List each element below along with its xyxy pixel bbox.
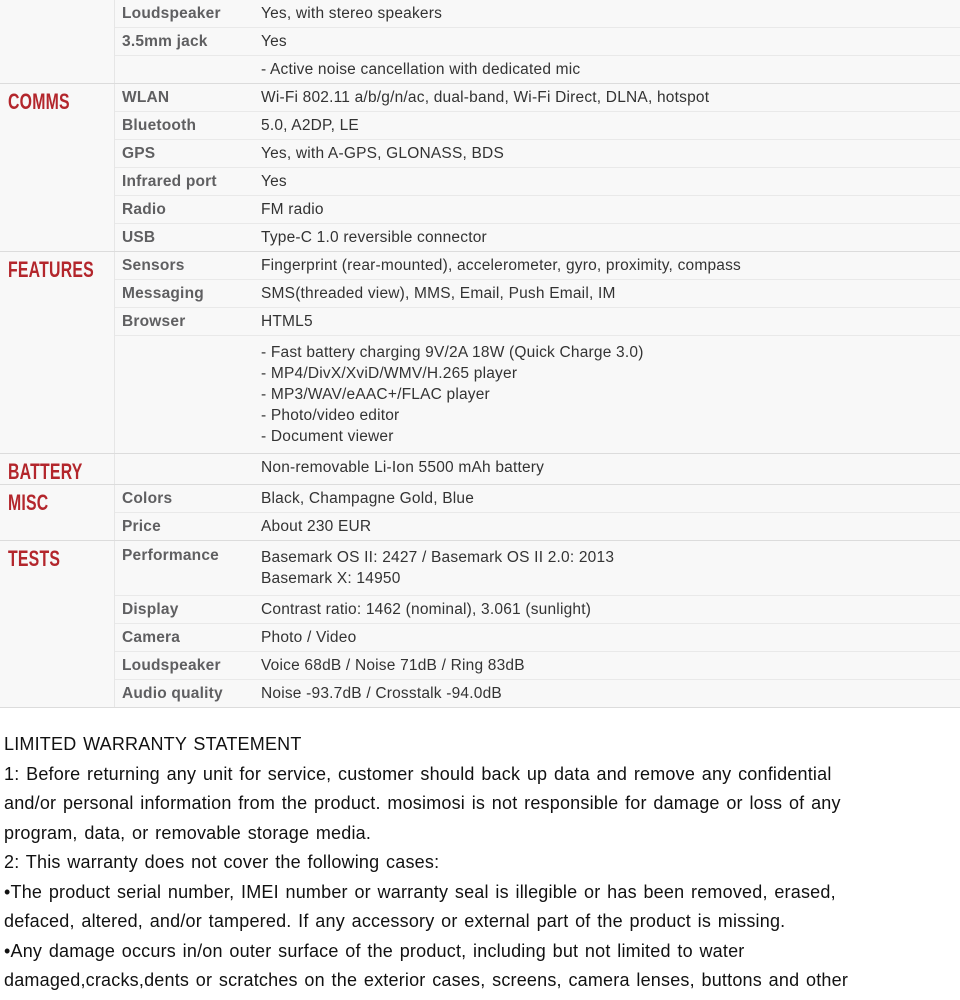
section-rows bbox=[114, 541, 960, 707]
spec-value bbox=[261, 201, 960, 218]
spec-value bbox=[261, 685, 960, 702]
spec-value-line: About 230 EUR bbox=[261, 518, 372, 535]
warranty-line: •The product serial number, IMEI number or warranty seal is illegible or has been removed, erased, bbox=[4, 881, 836, 902]
spec-attribute-label: Loudspeaker bbox=[122, 657, 221, 674]
spec-value-line: Yes bbox=[261, 173, 287, 190]
warranty-title: LIMITED WARRANTY STATEMENT bbox=[4, 734, 302, 754]
section-rows bbox=[114, 485, 960, 540]
warranty-line: 2: This warranty does not cover the following cases: bbox=[4, 852, 440, 872]
spec-section bbox=[0, 484, 960, 540]
spec-row bbox=[115, 307, 960, 335]
spec-attribute-label: Loudspeaker bbox=[122, 5, 221, 22]
spec-attribute-label: Performance bbox=[122, 547, 219, 564]
spec-value-line: Yes, with A-GPS, GLONASS, BDS bbox=[261, 145, 504, 162]
spec-attribute-label: Audio quality bbox=[122, 685, 223, 702]
section-label-cell bbox=[0, 541, 114, 707]
spec-row bbox=[115, 252, 960, 279]
spec-value bbox=[261, 61, 960, 78]
spec-row bbox=[115, 55, 960, 83]
spec-section bbox=[0, 540, 960, 707]
spec-row bbox=[115, 595, 960, 623]
spec-attribute-label: Messaging bbox=[122, 285, 204, 302]
spec-attribute-label: Sensors bbox=[122, 257, 185, 274]
spec-row bbox=[115, 623, 960, 651]
section-rows bbox=[114, 252, 960, 453]
spec-row bbox=[115, 139, 960, 167]
spec-value bbox=[261, 145, 960, 162]
spec-row bbox=[115, 512, 960, 540]
spec-section bbox=[0, 83, 960, 251]
spec-attribute-label: Radio bbox=[122, 201, 167, 218]
section-rows bbox=[114, 84, 960, 251]
spec-value bbox=[261, 89, 960, 106]
spec-value-line: Black, Champagne Gold, Blue bbox=[261, 490, 475, 507]
spec-row bbox=[115, 84, 960, 111]
spec-attribute-label bbox=[115, 61, 261, 78]
spec-value bbox=[261, 117, 960, 134]
spec-value bbox=[261, 547, 960, 589]
spec-value bbox=[261, 518, 960, 535]
spec-value-line: - Photo/video editor bbox=[261, 407, 400, 424]
spec-value-line: Type-C 1.0 reversible connector bbox=[261, 229, 487, 246]
spec-row bbox=[115, 679, 960, 707]
spec-attribute-label: 3.5mm jack bbox=[122, 33, 208, 50]
spec-attribute-label: GPS bbox=[122, 145, 156, 162]
spec-value bbox=[261, 313, 960, 330]
spec-value bbox=[261, 459, 960, 476]
spec-value bbox=[261, 257, 960, 274]
spec-row bbox=[115, 0, 960, 27]
spec-attribute-label: Infrared port bbox=[122, 173, 217, 190]
spec-attribute-label: Colors bbox=[122, 490, 173, 507]
section-rows bbox=[114, 0, 960, 83]
spec-value-line: Photo / Video bbox=[261, 629, 357, 646]
section-label-cell bbox=[0, 252, 114, 453]
section-label-cell bbox=[0, 0, 114, 83]
spec-row bbox=[115, 279, 960, 307]
section-title: COMMS bbox=[8, 89, 70, 114]
section-label-cell bbox=[0, 454, 114, 484]
section-title: BATTERY bbox=[8, 459, 83, 484]
warranty-line: and/or personal information from the product. mosimosi is not responsible for damage or loss of any bbox=[4, 793, 841, 813]
spec-value-line: HTML5 bbox=[261, 313, 313, 330]
warranty-line: program, data, or removable storage media. bbox=[4, 822, 372, 843]
spec-attribute-label: Camera bbox=[122, 629, 181, 646]
warranty-line: defaced, altered, and/or tampered. If any accessory or external part of the product is missing. bbox=[4, 911, 786, 931]
spec-attribute-label: USB bbox=[122, 229, 156, 246]
spec-attribute-label bbox=[115, 459, 261, 476]
spec-row bbox=[115, 485, 960, 512]
section-label-cell bbox=[0, 485, 114, 540]
spec-value-line: - Document viewer bbox=[261, 428, 394, 445]
spec-section bbox=[0, 453, 960, 484]
spec-value-line: Noise -93.7dB / Crosstalk -94.0dB bbox=[261, 685, 502, 702]
spec-value-line: - Active noise cancellation with dedicated mic bbox=[261, 61, 581, 78]
spec-value bbox=[261, 657, 960, 674]
spec-attribute-label: Display bbox=[122, 601, 179, 618]
section-label-cell bbox=[0, 84, 114, 251]
spec-value-line: - Fast battery charging 9V/2A 18W (Quick Charge 3.0) bbox=[261, 344, 644, 361]
spec-value bbox=[261, 342, 960, 447]
spec-value bbox=[261, 285, 960, 302]
spec-section bbox=[0, 0, 960, 83]
spec-attribute-label bbox=[115, 342, 261, 447]
spec-value bbox=[261, 5, 960, 22]
spec-attribute-label: Price bbox=[122, 518, 161, 535]
spec-value-line: FM radio bbox=[261, 201, 324, 218]
spec-section bbox=[0, 251, 960, 453]
section-rows bbox=[114, 454, 960, 484]
spec-value bbox=[261, 629, 960, 646]
spec-value-line: Wi-Fi 802.11 a/b/g/n/ac, dual-band, Wi-Fi Direct, DLNA, hotspot bbox=[261, 89, 710, 106]
spec-row bbox=[115, 335, 960, 453]
spec-value-line: - MP3/WAV/eAAC+/FLAC player bbox=[261, 386, 490, 403]
spec-value-line: Yes bbox=[261, 33, 287, 50]
spec-value-line: 5.0, A2DP, LE bbox=[261, 117, 359, 134]
section-title: TESTS bbox=[8, 546, 61, 571]
spec-value bbox=[261, 229, 960, 246]
spec-row bbox=[115, 195, 960, 223]
spec-attribute-label: Bluetooth bbox=[122, 117, 197, 134]
spec-value bbox=[261, 601, 960, 618]
spec-value-line: Basemark X: 14950 bbox=[261, 570, 401, 587]
warranty-line: •Any damage occurs in/on outer surface of the product, including but not limited to water bbox=[4, 940, 745, 961]
spec-row bbox=[115, 27, 960, 55]
spec-attribute-label: Browser bbox=[122, 313, 186, 330]
spec-value-line: Voice 68dB / Noise 71dB / Ring 83dB bbox=[261, 657, 525, 674]
spec-value-line: Basemark OS II: 2427 / Basemark OS II 2.0: 2013 bbox=[261, 549, 615, 566]
spec-attribute-label: WLAN bbox=[122, 89, 170, 106]
section-title: FEATURES bbox=[8, 257, 94, 282]
spec-value bbox=[261, 33, 960, 50]
spec-row bbox=[115, 651, 960, 679]
warranty-line: damaged,cracks,dents or scratches on the exterior cases, screens, camera lenses, buttons and other bbox=[4, 970, 849, 990]
warranty-section bbox=[0, 708, 960, 996]
section-title: MISC bbox=[8, 490, 49, 515]
spec-value bbox=[261, 173, 960, 190]
spec-row bbox=[115, 111, 960, 139]
warranty-line: 1: Before returning any unit for service, customer should back up data and remove any confidential bbox=[4, 763, 832, 784]
spec-row bbox=[115, 454, 960, 481]
spec-value-line: Contrast ratio: 1462 (nominal), 3.061 (sunlight) bbox=[261, 601, 592, 618]
spec-value-line: Yes, with stereo speakers bbox=[261, 5, 443, 22]
spec-value-line: Fingerprint (rear-mounted), accelerometer, gyro, proximity, compass bbox=[261, 257, 741, 274]
warranty-text bbox=[4, 760, 956, 996]
spec-value bbox=[261, 490, 960, 507]
spec-row bbox=[115, 223, 960, 251]
spec-value-line: Non-removable Li-Ion 5500 mAh battery bbox=[261, 459, 545, 476]
spec-value-line: SMS(threaded view), MMS, Email, Push Email, IM bbox=[261, 285, 616, 302]
spec-value-line: - MP4/DivX/XviD/WMV/H.265 player bbox=[261, 365, 518, 382]
spec-row bbox=[115, 541, 960, 595]
spec-row bbox=[115, 167, 960, 195]
